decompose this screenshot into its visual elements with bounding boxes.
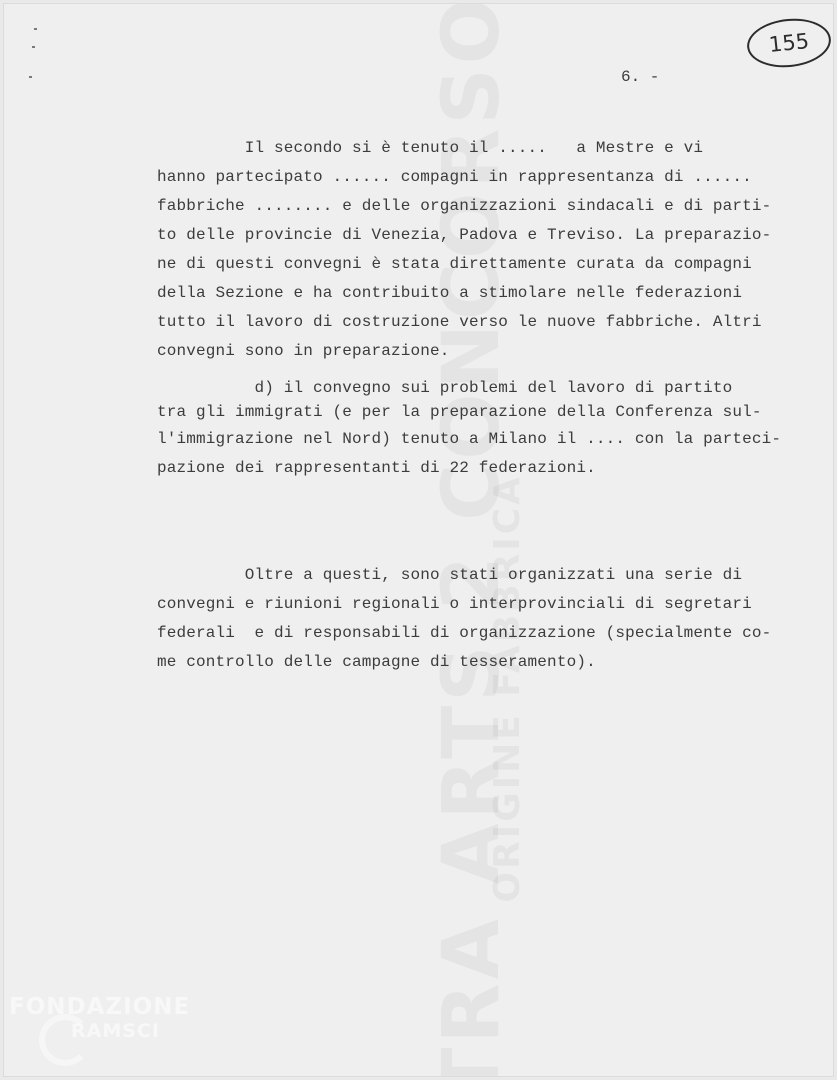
logo-line-2: RAMSCI — [71, 1020, 160, 1042]
page-number: 6. - — [621, 68, 660, 86]
text-line: Il secondo si è tenuto il ..... a Mestre e vi — [157, 139, 704, 157]
fondazione-gramsci-logo — [9, 994, 229, 1077]
text-line: me controllo delle campagne di tesseramento). — [157, 653, 596, 671]
text-line: l'immigrazione nel Nord) tenuto a Milano il .... con la parteci- — [157, 430, 782, 448]
text-line: della Sezione e ha contribuito a stimolare nelle federazioni — [157, 284, 743, 302]
text-line: tutto il lavoro di costruzione verso le nuove fabbriche. Altri — [157, 313, 762, 331]
text-line: d) il convegno sui problemi del lavoro di partito — [157, 379, 733, 397]
text-line: to delle provincie di Venezia, Padova e Treviso. La preparazio- — [157, 226, 772, 244]
archive-page-stamp: 155 — [745, 15, 834, 72]
logo-line-1: FONDAZIONE — [9, 994, 191, 1020]
document-page — [3, 3, 834, 1077]
text-line: ne di questi convegni è stata direttamente curata da compagni — [157, 255, 752, 273]
text-line: convegni e riunioni regionali o interprovinciali di segretari — [157, 595, 752, 613]
text-line: convegni sono in preparazione. — [157, 342, 450, 360]
text-line: tra gli immigrati (e per la preparazione della Conferenza sul- — [157, 403, 762, 421]
text-line: pazione dei rappresentanti di 22 federazioni. — [157, 459, 596, 477]
text-line: hanno partecipato ...... compagni in rappresentanza di ...... — [157, 168, 752, 186]
text-line: federali e di responsabili di organizzazione (specialmente co- — [157, 624, 772, 642]
text-line: fabbriche ........ e delle organizzazioni sindacali e di parti- — [157, 197, 772, 215]
watermark-main-text — [427, 4, 517, 1077]
watermark-sub-text — [487, 474, 528, 903]
text-line: Oltre a questi, sono stati organizzati una serie di — [157, 566, 743, 584]
paper-watermark — [419, 4, 529, 1077]
